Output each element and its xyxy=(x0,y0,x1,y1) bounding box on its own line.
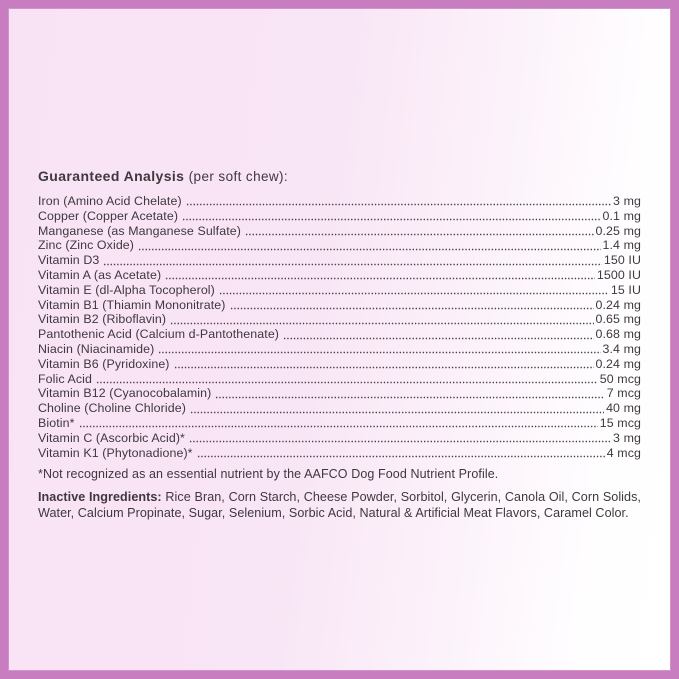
nutrient-name: Iron (Amino Acid Chelate) xyxy=(38,194,182,208)
nutrient-name: Vitamin C (Ascorbic Acid)* xyxy=(38,430,185,445)
inactive-ingredients-line2: Water, Calcium Propinate, Sugar, Selenium, Sorbic Acid, Natural & Artificial Meat Flavors, Caramel Color. xyxy=(38,505,629,520)
dot-leader xyxy=(219,292,609,296)
nutrient-name: Vitamin B2 (Riboflavin) xyxy=(38,312,167,327)
analysis-row xyxy=(38,431,641,446)
inactive-ingredients-list-part1: Rice Bran, Corn Starch, Cheese Powder, Sorbitol, Glycerin, Canola Oil, Corn Solids, xyxy=(165,490,641,505)
label-content xyxy=(38,8,641,521)
analysis-row xyxy=(38,312,641,327)
nutrient-amount: 7 mcg xyxy=(606,386,641,401)
nutrient-name: Vitamin E (dl-Alpha Tocopherol) xyxy=(38,282,215,297)
nutrient-name: Vitamin B1 (Thiamin Mononitrate) xyxy=(38,297,226,312)
dot-leader xyxy=(215,395,604,399)
analysis-row xyxy=(38,357,641,372)
analysis-row xyxy=(38,268,641,283)
nutrient-name: Copper (Copper Acetate) xyxy=(38,208,179,223)
nutrient-name: Manganese (as Manganese Sulfate) xyxy=(38,223,241,238)
analysis-row xyxy=(38,209,641,224)
dot-leader xyxy=(182,218,600,222)
analysis-row xyxy=(38,446,641,461)
nutrient-amount: 15 mcg xyxy=(599,415,641,430)
guaranteed-analysis-title: Guaranteed Analysis xyxy=(38,168,185,184)
dot-leader xyxy=(79,425,598,429)
nutrient-amount: 3.4 mg xyxy=(602,341,641,356)
nutrient-amount: 3 mg xyxy=(613,430,641,445)
nutrient-name: Vitamin K1 (Phytonadione)* xyxy=(38,445,193,460)
nutrient-name: Vitamin D3 xyxy=(38,253,100,268)
dot-leader xyxy=(230,306,594,310)
nutrient-name: Biotin* xyxy=(38,415,75,430)
nutrient-amount: 0.24 mg xyxy=(595,356,641,371)
inactive-ingredients xyxy=(38,490,641,520)
nutrient-amount: 50 mcg xyxy=(599,371,641,386)
analysis-table xyxy=(38,194,641,460)
nutrient-amount: 0.24 mg xyxy=(595,297,641,312)
nutrient-name: Vitamin B6 (Pyridoxine) xyxy=(38,356,170,371)
analysis-row xyxy=(38,416,641,431)
analysis-row xyxy=(38,194,641,209)
analysis-row xyxy=(38,283,641,298)
analysis-row xyxy=(38,372,641,387)
dot-leader xyxy=(138,247,600,251)
dot-leader xyxy=(190,410,604,414)
nutrient-name: Choline (Choline Chloride) xyxy=(38,401,186,416)
nutrient-amount: 0.1 mg xyxy=(602,208,641,223)
nutrient-amount: 0.65 mg xyxy=(595,312,641,327)
dot-leader xyxy=(189,440,611,444)
analysis-row xyxy=(38,224,641,239)
nutrient-amount: 1500 IU xyxy=(596,267,641,282)
dot-leader xyxy=(186,203,611,207)
nutrient-name: Vitamin B12 (Cyanocobalamin) xyxy=(38,386,212,401)
analysis-row xyxy=(38,253,641,268)
dot-leader xyxy=(96,380,598,384)
dot-leader xyxy=(103,262,602,266)
analysis-row xyxy=(38,327,641,342)
guaranteed-analysis-heading xyxy=(38,166,641,187)
nutrient-amount: 150 IU xyxy=(603,253,641,268)
nutrient-name: Niacin (Niacinamide) xyxy=(38,341,155,356)
nutrient-amount: 0.25 mg xyxy=(595,223,641,238)
nutrient-amount: 4 mcg xyxy=(606,445,641,460)
nutrient-amount: 15 IU xyxy=(610,282,641,297)
nutrient-name: Zinc (Zinc Oxide) xyxy=(38,238,135,253)
analysis-row xyxy=(38,342,641,357)
dot-leader xyxy=(174,366,594,370)
analysis-row xyxy=(38,386,641,401)
analysis-row xyxy=(38,401,641,416)
dot-leader xyxy=(170,321,593,325)
dot-leader xyxy=(158,351,600,355)
nutrient-amount: 40 mg xyxy=(606,401,641,416)
dot-leader xyxy=(245,232,594,236)
nutrient-amount: 1.4 mg xyxy=(602,238,641,253)
nutrient-name: Pantothenic Acid (Calcium d-Pantothenate) xyxy=(38,327,280,342)
nutrient-amount: 3 mg xyxy=(613,194,641,208)
per-soft-chew-note: (per soft chew): xyxy=(188,169,289,184)
inactive-ingredients-line1 xyxy=(38,490,641,505)
nutrient-name: Vitamin A (as Acetate) xyxy=(38,267,162,282)
dot-leader xyxy=(165,277,595,281)
dot-leader xyxy=(197,454,605,458)
analysis-row xyxy=(38,238,641,253)
nutrient-amount: 0.68 mg xyxy=(595,327,641,342)
dot-leader xyxy=(283,336,593,340)
analysis-row xyxy=(38,298,641,313)
nutrient-name: Folic Acid xyxy=(38,371,93,386)
inactive-ingredients-label: Inactive Ingredients: xyxy=(38,490,162,505)
aafco-footnote: *Not recognized as an essential nutrient by the AAFCO Dog Food Nutrient Profile. xyxy=(38,467,499,482)
